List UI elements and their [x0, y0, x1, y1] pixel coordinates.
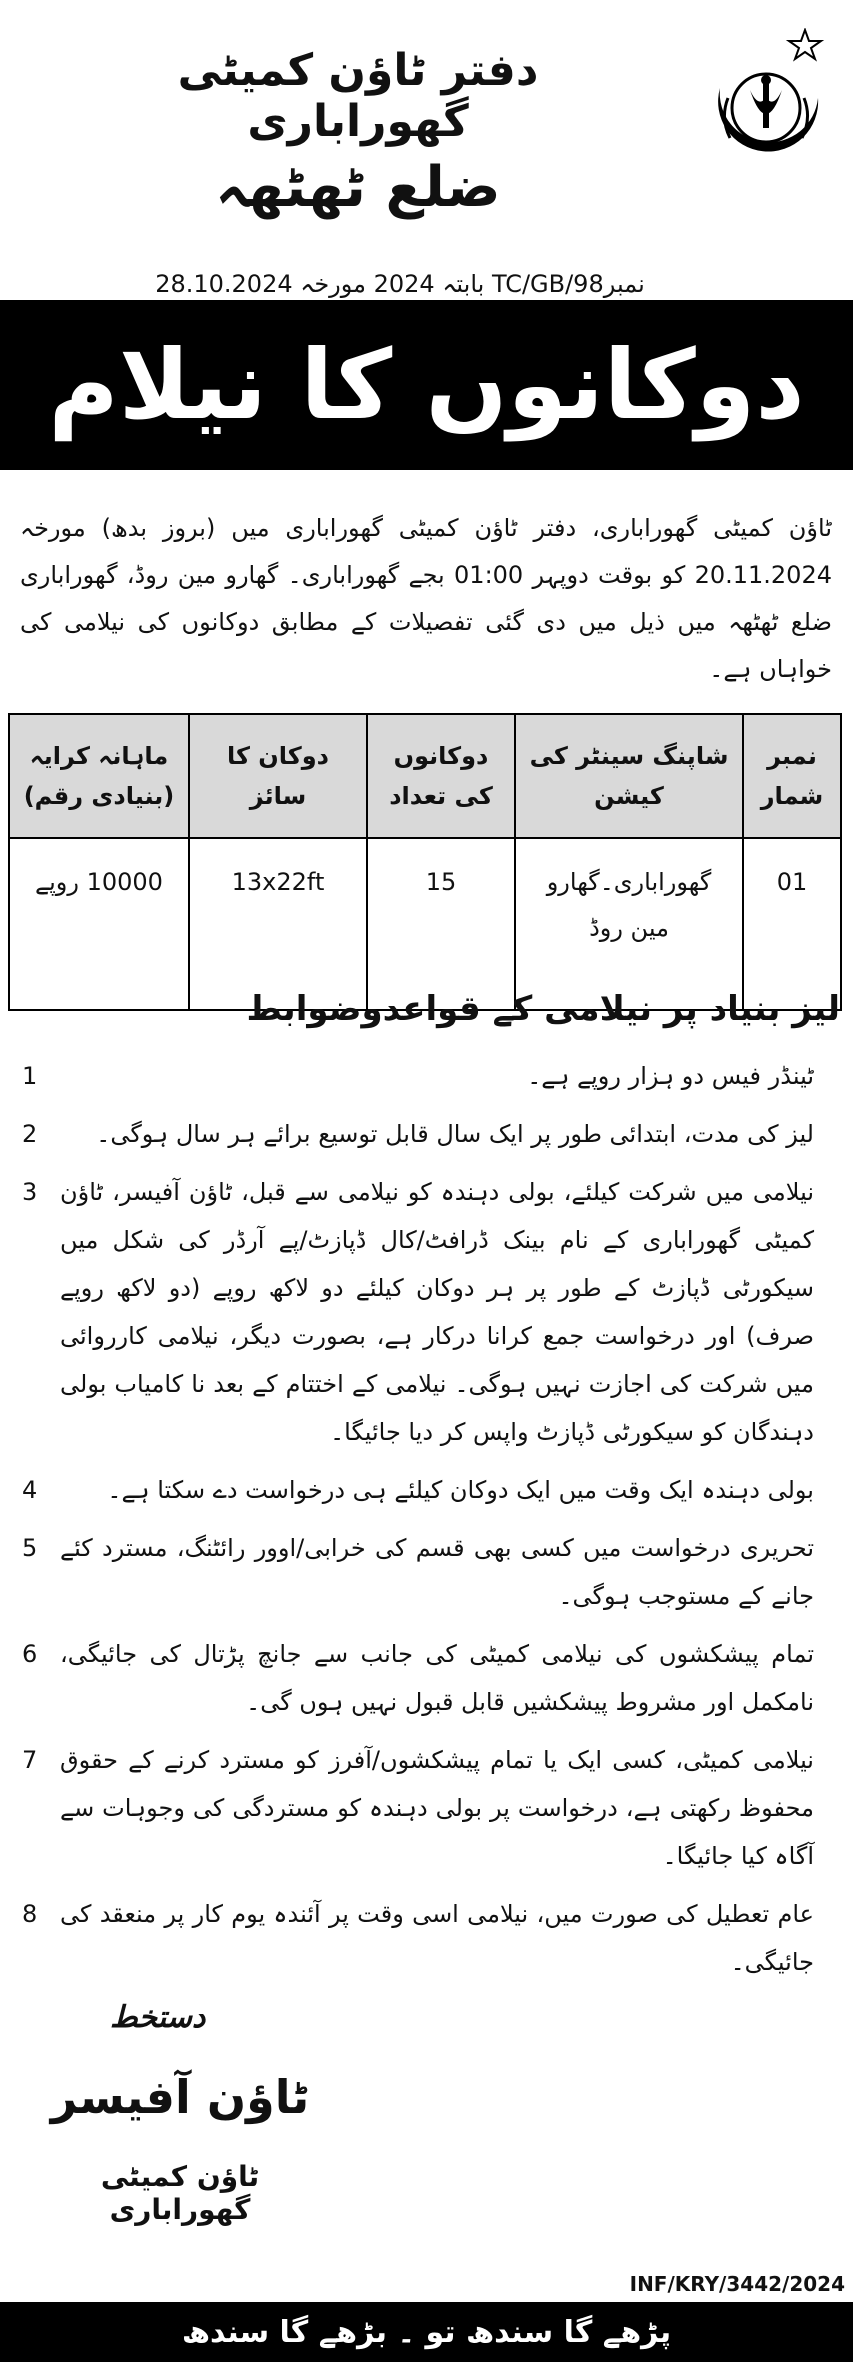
- rule-text: نیلامی کمیٹی، کسی ایک یا تمام پیشکشوں/آفرز کو مسترد کرنے کے حقوق محفوظ رکھتی ہے، درخواست پر بولی دہندہ کو مستردگی کی وجوہات سے آگاہ کیا جائیگا۔: [60, 1746, 814, 1870]
- rule-text: نیلامی میں شرکت کیلئے، بولی دہندہ کو نیلامی سے قبل، ٹاؤن آفیسر، ٹاؤن کمیٹی گھوراباری کے نام بینک ڈرافٹ/کال ڈپازٹ/پے آرڈر کی شکل میں سیکورٹی ڈپازٹ کے طور پر ہر دوکان کیلئے دو لاکھ روپے (دو لاکھ روپے صرف) اور درخواست جمع کرانا درکار ہے، بصورت دیگر، نیلامی کارروائی میں شرکت کی اجازت نہیں ہوگی۔ نیلامی کے اختتام کے بعد نا کامیاب بولی دہندگان کو سیکورٹی ڈپازٹ واپس کر دیا جائیگا۔: [60, 1178, 815, 1446]
- rules-list: [22, 1052, 834, 1996]
- office-name: دفتر ٹاؤن کمیٹی گھوراباری: [177, 45, 539, 147]
- cell-location: گھوراباری۔گھارو مین روڈ: [515, 838, 743, 1010]
- list-item: [22, 1736, 834, 1880]
- rule-number: 5: [22, 1534, 38, 1562]
- rule-number: 8: [22, 1900, 38, 1928]
- rule-number: 2: [22, 1120, 38, 1148]
- rule-text: بولی دہندہ ایک وقت میں ایک دوکان کیلئے ہی درخواست دے سکتا ہے۔: [107, 1476, 814, 1504]
- list-item: [22, 1630, 834, 1726]
- rule-number: 7: [22, 1746, 38, 1774]
- rule-text: لیز کی مدت، ابتدائی طور پر ایک سال قابل توسیع برائے ہر سال ہوگی۔: [96, 1120, 814, 1148]
- cell-serial: 01: [743, 838, 841, 1010]
- rule-text: تمام پیشکشوں کی نیلامی کمیٹی کی جانب سے جانچ پڑتال کی جائیگی، نامکمل اور مشروط پیشکشیں قابل قبول نہیں ہوں گی۔: [60, 1640, 814, 1716]
- list-item: [22, 1890, 834, 1986]
- list-item: [22, 1110, 834, 1158]
- rule-number: 4: [22, 1476, 38, 1504]
- signatory-office: ٹاؤن کمیٹی گھوراباری: [100, 2160, 260, 2226]
- rule-text: عام تعطیل کی صورت میں، نیلامی اسی وقت پر آئندہ یوم کار پر منعقد کی جائیگی۔: [60, 1900, 814, 1976]
- slogan-text: پڑھے گا سندھ تو ۔ بڑھے گا سندھ: [181, 2314, 672, 2350]
- rule-text: تحریری درخواست میں کسی بھی قسم کی خرابی/اوور رائٹنگ، مسترد کئے جانے کے مستوجب ہوگی۔: [60, 1534, 814, 1610]
- list-item: [22, 1524, 834, 1620]
- notice-title: دوکانوں کا نیلام: [48, 329, 805, 441]
- rule-text: ٹینڈر فیس دو ہزار روپے ہے۔: [527, 1062, 814, 1090]
- inf-number: INF/KRY/3442/2024: [629, 2272, 845, 2296]
- list-item: [22, 1466, 834, 1514]
- reference-number: نمبرTC/GB/98 بابتہ 2024 مورخہ 28.10.2024: [155, 270, 645, 298]
- rule-number: 1: [22, 1062, 38, 1090]
- letterhead: [0, 0, 853, 300]
- rules-heading: لیز بنیاد پر نیلامی کے قواعدوضوابط: [246, 989, 840, 1029]
- rule-number: 6: [22, 1640, 38, 1668]
- cell-rent: 10000 روپے: [9, 838, 189, 1010]
- list-item: [22, 1168, 834, 1456]
- table-row: [9, 838, 841, 1010]
- shops-table: [8, 713, 842, 1011]
- column-header-size: دوکان کا سائز: [189, 714, 367, 838]
- column-header-serial: نمبر شمار: [743, 714, 841, 838]
- signatory-title: ٹاؤن آفیسر: [50, 2070, 310, 2124]
- column-header-location: شاپنگ سینٹر کی کیشن: [515, 714, 743, 838]
- list-item: [22, 1052, 834, 1100]
- table-header-row: [9, 714, 841, 838]
- district-name: ضلع ٹھٹھہ: [215, 155, 501, 220]
- intro-paragraph: ٹاؤن کمیٹی گھوراباری، دفتر ٹاؤن کمیٹی گھوراباری میں (بروز بدھ) مورخہ 20.11.2024 کو بوقت دوپہر 01:00 بجے گھوراباری۔ گھارو مین روڈ، گھوراباری ضلع ٹھٹھہ میں ذیل میں دی گئی تفصیلات کے مطابق دوکانوں کی نیلامی کی خواہاں ہے۔: [20, 514, 832, 683]
- title-banner: [0, 300, 853, 470]
- cell-count: 15: [367, 838, 515, 1010]
- column-header-rent: ماہانہ کرایہ (بنیادی رقم): [9, 714, 189, 838]
- sindh-government-emblem-icon: [700, 28, 830, 178]
- cell-size: 13x22ft: [189, 838, 367, 1010]
- slogan-footer: [0, 2302, 853, 2362]
- signature-label: دستخط: [110, 2000, 206, 2035]
- rule-number: 3: [22, 1178, 38, 1206]
- column-header-count: دوکانوں کی تعداد: [367, 714, 515, 838]
